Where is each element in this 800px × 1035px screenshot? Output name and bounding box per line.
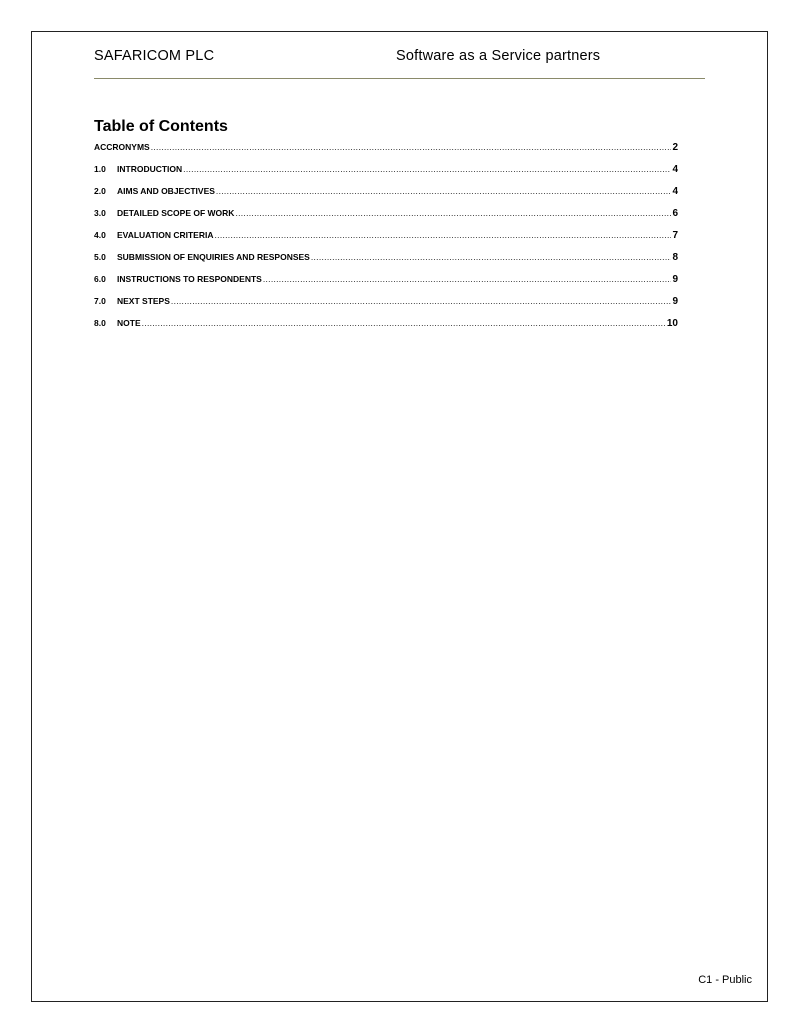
toc-dot-leader xyxy=(311,252,672,262)
toc-entry-number: 7.0 xyxy=(94,296,106,306)
toc-entry-number: 4.0 xyxy=(94,230,106,240)
toc-entry-page: 8 xyxy=(672,252,678,263)
toc-dot-leader xyxy=(151,142,672,152)
toc-entry-page: 10 xyxy=(666,318,678,329)
toc-heading: Table of Contents xyxy=(94,118,228,135)
toc-entry-aims-and-objectives[interactable] xyxy=(94,186,678,208)
toc-entry-text: EVALUATION CRITERIA xyxy=(117,230,214,240)
toc-entry-accronyms[interactable] xyxy=(94,142,678,164)
toc-entry-number: 1.0 xyxy=(94,164,106,174)
toc-entry-text: INSTRUCTIONS TO RESPONDENTS xyxy=(117,274,262,284)
toc-entry-page: 4 xyxy=(672,164,678,175)
toc-entry-number: 5.0 xyxy=(94,252,106,262)
toc-entry-number: 3.0 xyxy=(94,208,106,218)
header-divider xyxy=(94,78,705,79)
toc-entry-next-steps[interactable] xyxy=(94,296,678,318)
toc-entry-number: 6.0 xyxy=(94,274,106,284)
toc-entry-text: NOTE xyxy=(117,318,141,328)
toc-entry-page: 9 xyxy=(672,296,678,307)
toc-entry-text: NEXT STEPS xyxy=(117,296,170,306)
toc-list xyxy=(94,142,678,340)
header-document-title: Software as a Service partners xyxy=(396,48,601,64)
toc-entry-submission-of-enquiries[interactable] xyxy=(94,252,678,274)
toc-dot-leader xyxy=(171,296,672,306)
toc-entry-note[interactable] xyxy=(94,318,678,340)
toc-dot-leader xyxy=(235,208,671,218)
toc-dot-leader xyxy=(142,318,666,328)
toc-entry-introduction[interactable] xyxy=(94,164,678,186)
toc-dot-leader xyxy=(215,230,672,240)
toc-entry-text: AIMS AND OBJECTIVES xyxy=(117,186,215,196)
toc-entry-text: SUBMISSION OF ENQUIRIES AND RESPONSES xyxy=(117,252,310,262)
toc-entry-page: 7 xyxy=(672,230,678,241)
toc-entry-page: 2 xyxy=(672,142,678,153)
toc-dot-leader xyxy=(216,186,672,196)
toc-entry-number: 2.0 xyxy=(94,186,106,196)
toc-entry-text: ACCRONYMS xyxy=(94,142,150,152)
toc-entry-page: 9 xyxy=(672,274,678,285)
toc-entry-instructions-to-respondents[interactable] xyxy=(94,274,678,296)
header-company: SAFARICOM PLC xyxy=(94,48,215,64)
toc-dot-leader xyxy=(183,164,671,174)
toc-entry-page: 4 xyxy=(672,186,678,197)
footer-classification: C1 - Public xyxy=(698,974,752,986)
toc-entry-page: 6 xyxy=(672,208,678,219)
toc-entry-text: INTRODUCTION xyxy=(117,164,183,174)
toc-entry-evaluation-criteria[interactable] xyxy=(94,230,678,252)
toc-entry-number: 8.0 xyxy=(94,318,106,328)
toc-entry-text: DETAILED SCOPE OF WORK xyxy=(117,208,235,218)
toc-entry-detailed-scope-of-work[interactable] xyxy=(94,208,678,230)
toc-dot-leader xyxy=(263,274,672,284)
